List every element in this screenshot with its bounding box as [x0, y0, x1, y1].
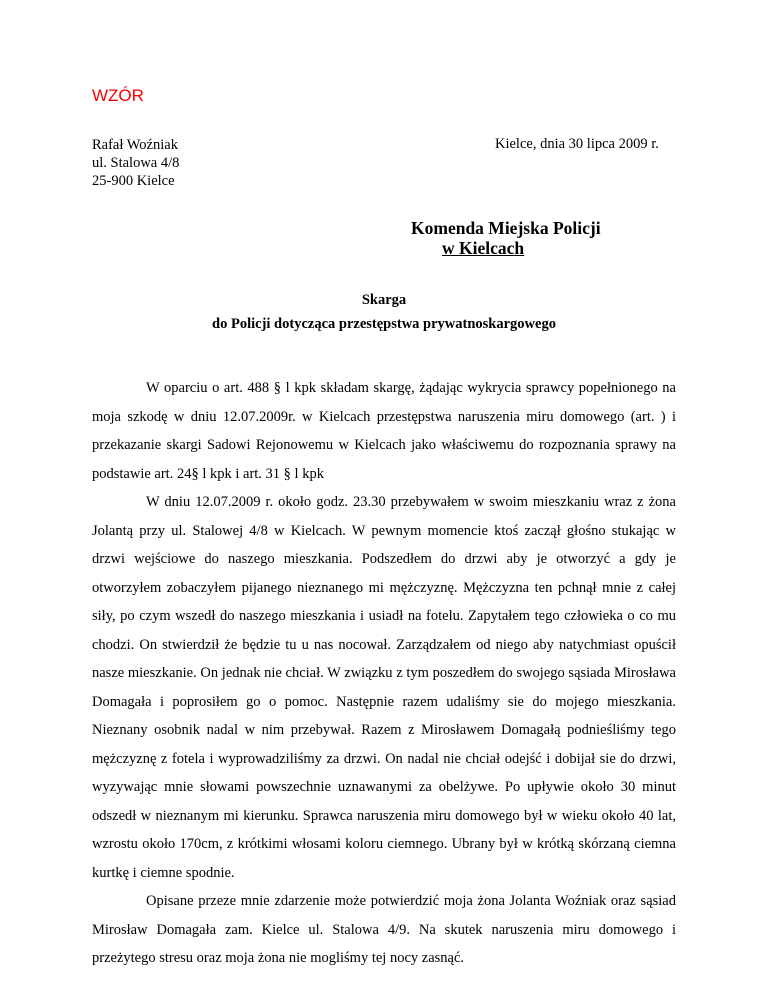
paragraph-intro: W oparciu o art. 488 § l kpk składam skargę, żądając wykrycia sprawcy popełnionego na moja szkodę w dniu 12.07.2009r. w Kielcach przestępstwa naruszenia miru domowego (art. ) i przekazanie skargi Sadowi Rejonowemu w Kielcach jako właściwemu do rozpoznania sprawy na podstawie art. 24§ l kpk i art. 31 § l kpk [92, 380, 676, 482]
title-main: Skarga [361, 292, 407, 308]
template-label: WZÓR [92, 86, 144, 105]
recipient-city: w Kielcach [442, 238, 525, 258]
document-title [92, 288, 676, 336]
recipient-name: Komenda Miejska Policji [411, 218, 601, 238]
place-and-date: Kielce, dnia 30 lipca 2009 r. [495, 136, 659, 152]
sender-street: ul. Stalowa 4/8 [92, 155, 180, 171]
sender-address [92, 136, 179, 190]
paragraph-witnesses: Opisane przeze mnie zdarzenie może potwierdzić moja żona Jolanta Woźniak oraz sąsiad Mirosław Domagała zam. Kielce ul. Stalowa 4/9. Na skutek naruszenia miru domowego i przeżytego stresu oraz moja żona nie mogliśmy tej nocy zasnąć. [92, 893, 676, 966]
title-subtitle: do Policji dotycząca przestępstwa prywatnoskargowego [212, 316, 556, 332]
sender-name: Rafał Woźniak [92, 137, 178, 153]
recipient-block [411, 218, 601, 258]
document-body [92, 374, 676, 973]
paragraph-facts: W dniu 12.07.2009 r. około godz. 23.30 przebywałem w swoim mieszkaniu wraz z żona Jolantą przy ul. Stalowej 4/8 w Kielcach. W pewnym momencie ktoś zaczął głośno stukając w drzwi wejściowe do naszego mieszkania. Podszedłem do drzwi aby je otworzyć a gdy je otworzyłem zobaczyłem pijanego nieznanego mi mężczyznę. Mężczyzna ten pchnął mnie z całej siły, po czym wszedł do naszego mieszkania i usiadł na fotelu. Zapytałem tego człowieka o co mu chodzi. On stwierdził że będzie tu u nas nocował. Zarządzałem od niego aby natychmiast opuścił nasze mieszkanie. On jednak nie chciał. W związku z tym poszedłem do swojego sąsiada Mirosława Domagała i poprosiłem go o pomoc. Następnie razem udaliśmy sie do mojego mieszkania. Nieznany osobnik nadal w nim przebywał. Razem z Mirosławem Domagałą podnieśliśmy tego mężczyznę z fotela i wyprowadziliśmy za drzwi. On nadal nie chciał odejść i dobijał sie do drzwi, wyzywając mnie słowami powszechnie uznawanymi za obelżywe. Po upływie około 30 minut odszedł w nieznanym mi kierunku. Sprawca naruszenia miru domowego był w wieku około 40 lat, wzrostu około 170cm, z krótkimi włosami koloru ciemnego. Ubrany był w krótką skórzaną ciemna kurtkę i ciemne spodnie. [92, 494, 676, 881]
sender-city: 25-900 Kielce [92, 173, 175, 189]
